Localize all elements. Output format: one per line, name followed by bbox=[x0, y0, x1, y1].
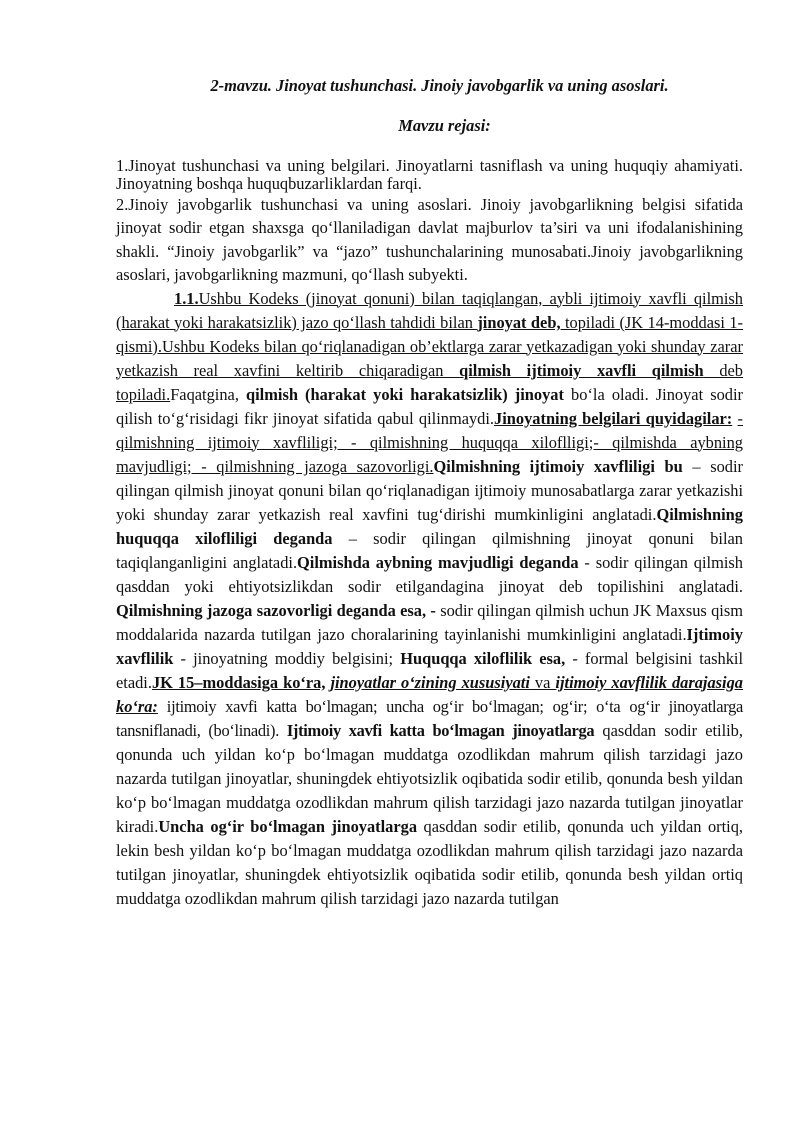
material-sign-term: Ijtimoiy xavflilik bbox=[116, 624, 743, 668]
text-run: sodir qilingan qilmish uchun JK Maxsus qism moddalarida nazarda tutilgan jazo choralarining tayinlanishi mumkinligini anglatadi. bbox=[116, 600, 743, 644]
article-15-reference: JK 15–moddasiga ko‘ra, bbox=[151, 672, 326, 692]
crime-nature-term: jinoyatlar o‘zining xususiyati bbox=[330, 672, 530, 692]
text-run: - sodir qilingan qilmish qasddan yoki ehtiyotsizlikdan sodir etilgandagina jinoyat deb topilishini anglatadi. bbox=[116, 552, 743, 596]
section-number: 1.1. bbox=[174, 288, 199, 308]
guilt-term: Qilmishda aybning mavjudligi deganda bbox=[297, 552, 579, 572]
plan-heading: Mavzu rejasi: bbox=[398, 116, 491, 135]
text-run: va bbox=[529, 672, 556, 692]
features-list: - qilmishning ijtimoiy xavfliligi; - qilmishning huquqqa xiloflligi;- qilmishda aybning mavjudligi; - qilmishning jazoga sazovorligi. bbox=[116, 408, 743, 476]
less-grave-crimes-term: Uncha og‘ir bo‘lmagan jinoyatlarga bbox=[158, 816, 418, 836]
crime-definition: Ushbu Kodeks (jinoyat qonuni) bilan taqiqlangan, aybli ijtimoiy xavfli qilmish (harakat yoki harakatsizlik) jazo qo‘llash tahdidi bilan bbox=[116, 288, 743, 332]
document-title: 2-mavzu. Jinoyat tushunchasi. Jinoiy javobgarlik va uning asoslari. bbox=[210, 76, 669, 95]
text-run: – sodir qilingan qilmishning jinoyat qonuni bilan taqiqlanganligini anglatadi. bbox=[116, 528, 743, 572]
plan-item-1: 1.Jinoyat tushunchasi va uning belgilari. Jinoyatlarni tasniflash va uning huquqiy ahamiyati. Jinoyatning boshqa huquqbuzarliklardan farqi. bbox=[116, 156, 743, 193]
text-run: Faqatgina, bbox=[170, 384, 247, 404]
dangerous-act-term: qilmish ijtimoiy xavfli qilmish bbox=[459, 360, 704, 380]
crime-term: jinoyat deb, bbox=[477, 312, 561, 332]
text-run: - jinoyatning moddiy belgisini; bbox=[173, 648, 401, 668]
plan-item-2: 2.Jinoiy javobgarlik tushunchasi va uning asoslari. Jinoiy javobgarlikning belgisi sifatida jinoyat sodir etgan shaxsga qo‘llaniladigan davlat majburlov ta’siri va uni ifodalanishining shakli. “Jinoiy javobgarlik” va “jazo” tushunchalarining munosabati.Jinoiy javobgarlikning asoslari, javobgarlikning mazmuni, qo‘llash subyekti. bbox=[116, 195, 743, 285]
text-run: bo‘la oladi. Jinoyat sodir qilish to‘g‘risidagi fikr jinoyat sifatida qabul qilinmaydi. bbox=[116, 384, 743, 428]
formal-sign-term: Huquqqa xiloflilik esa, bbox=[400, 648, 566, 668]
minor-crimes-term: Ijtimoiy xavfi katta bo‘lmagan jinoyatlarga bbox=[286, 720, 595, 740]
text-run: - formal belgisini tashkil etadi. bbox=[116, 648, 744, 692]
document-page bbox=[116, 68, 743, 911]
text-run: qasddan sodir etilib, qonunda uch yildan ko‘p bo‘lmagan muddatga ozodlikdan mahrum qilish tarzidagi jazo nazarda tutilgan jinoyatlar, shuningdek ehtiyotsizlik oqibatida sodir etilib, qonunda besh yildan ko‘p bo‘lmagan muddatga ozodlikdan mahrum qilish tarzidagi jazo nazarda tutilgan jinoyatlar kiradi. bbox=[116, 720, 743, 836]
text-run: ijtimoiy xavfi katta bo‘lmagan; uncha og‘ir bo‘lmagan; og‘ir; o‘ta og‘ir jinoyatlarga tansniflanadi, (bo‘linadi). bbox=[116, 696, 743, 740]
social-danger-term: Qilmishning ijtimoiy xavfliligi bu bbox=[433, 456, 683, 476]
features-heading: Jinoyatning belgilari quyidagilar: bbox=[494, 408, 733, 428]
punishability-term: Qilmishning jazoga sazovorligi deganda esa, - bbox=[116, 600, 436, 620]
danger-degree-term: ijtimoiy xavflilik darajasiga ko‘ra: bbox=[116, 672, 743, 716]
act-term: qilmish (harakat yoki harakatsizlik) jinoyat bbox=[246, 384, 564, 404]
unlawfulness-term: Qilmishning huquqqa xilofliligi deganda bbox=[116, 504, 743, 548]
dangerous-act-definition: Ushbu Kodeks bilan qo‘riqlanadigan ob’ektlarga zarar yetkazadigan yoki shunday zarar yetkazish real xavfini keltirib chiqaradigan bbox=[116, 336, 743, 380]
article-reference: topiladi (JK 14-moddasi 1-qismi). bbox=[116, 312, 744, 356]
text-run: – sodir qilingan qilmish jinoyat qonuni bilan qo‘riqlanadigan ijtimoiy munosabatlarga zarar yetkazishi yoki shunday zarar yetkazish real xavfini tug‘dirishi mumkinligini anglatadi. bbox=[116, 456, 743, 524]
text-run: qasddan sodir etilib, qonunda uch yildan ortiq, lekin besh yildan ko‘p bo‘lmagan muddatga ozodlikdan mahrum qilish tarzidagi jazo nazarda tutilgan jinoyatlar, shuningdek ehtiyotsizlik oqibatida sodir etilib, qonunda besh yildan ortiq muddatga ozodlikdan mahrum qilish tarzidagi jazo nazarda tutilgan bbox=[116, 816, 743, 908]
definition-end: deb topiladi. bbox=[116, 360, 744, 404]
body-paragraph bbox=[116, 287, 743, 911]
